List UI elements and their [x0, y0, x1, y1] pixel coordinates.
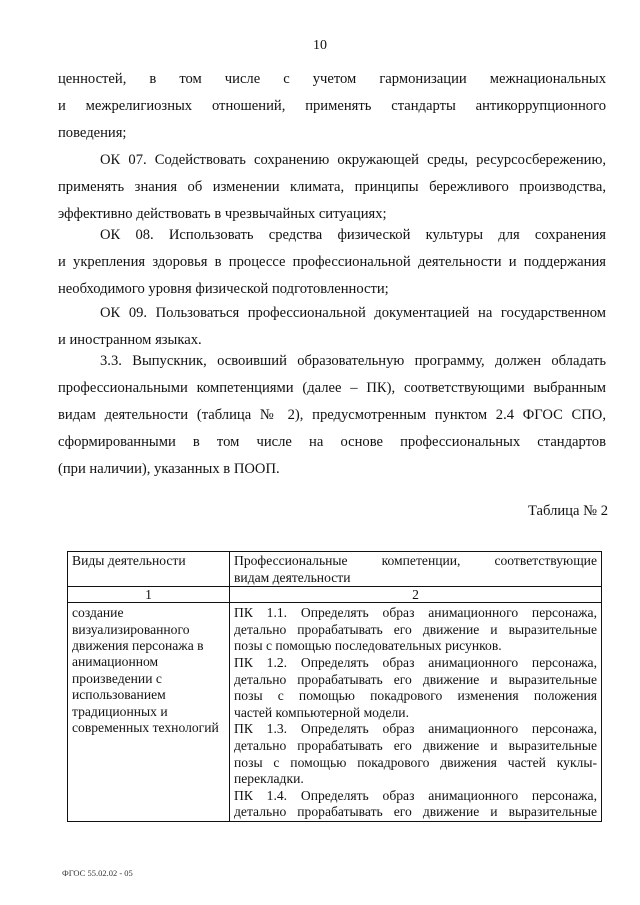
column-number-1: 1	[68, 587, 230, 603]
paragraph-ok08	[58, 222, 606, 303]
header-cell-activities: Виды деятельности	[68, 552, 230, 587]
text-line: и иностранном языках.	[58, 332, 202, 348]
paragraph-3-3	[58, 348, 606, 483]
competency-line: ПК 1.2. Определять образ анимационного персонажа,	[234, 654, 597, 670]
competency-line: ПК 1.3. Определять образ анимационного персонажа,	[234, 721, 597, 737]
competency-line: детально прорабатывать его движение и выразительные	[234, 804, 597, 820]
text-line: сформированными в том числе на основе профессиональных стандартов	[58, 434, 606, 450]
competency-line: позы с помощью покадрового изменения положения	[234, 688, 597, 704]
competency-line: перекладки.	[234, 771, 304, 787]
column-number-2: 2	[230, 587, 602, 603]
table-number-row	[68, 587, 602, 603]
footer-code: ФГОС 55.02.02 - 05	[62, 868, 133, 878]
table-caption: Таблица № 2	[528, 503, 608, 519]
text-line: поведения;	[58, 125, 127, 141]
text-line: и межрелигиозных отношений, применять стандарты антикоррупционного	[58, 98, 606, 114]
text-line: ценностей, в том числе с учетом гармонизации межнациональных	[58, 71, 606, 87]
competencies-cell	[230, 603, 602, 822]
paragraph-ok09	[58, 300, 606, 354]
competencies-table	[67, 551, 602, 822]
text-line: 3.3. Выпускник, освоивший образовательную программу, должен обладать	[100, 353, 606, 369]
page-number: 10	[313, 38, 327, 53]
text-line: ОК 09. Пользоваться профессиональной документацией на государственном	[100, 305, 606, 321]
competency-line: частей компьютерной модели.	[234, 704, 409, 720]
text-line: видам деятельности (таблица № 2), предусмотренным пунктом 2.4 ФГОС СПО,	[58, 407, 606, 423]
competency-line: детально прорабатывать его движение и выразительные	[234, 737, 597, 753]
page-bottom-margin	[0, 832, 640, 892]
text-line: профессиональными компетенциями (далее – ПК), соответствующими выбранным	[58, 380, 606, 396]
text-line: (при наличии), указанных в ПООП.	[58, 461, 280, 477]
competency-line: детально прорабатывать его движение и выразительные	[234, 621, 597, 637]
header-cell-competencies	[230, 552, 602, 587]
text-line: ОК 08. Использовать средства физической культуры для сохранения	[100, 227, 606, 243]
paragraph-values	[58, 66, 606, 147]
table-row	[68, 603, 602, 822]
text-line: необходимого уровня физической подготовленности;	[58, 281, 389, 297]
competency-line: ПК 1.4. Определять образ анимационного персонажа,	[234, 787, 597, 803]
competency-line: позы с помощью последовательных рисунков.	[234, 638, 502, 654]
paragraph-ok07	[58, 147, 606, 228]
header-text-line: Профессиональные компетенции, соответствующие	[234, 553, 597, 568]
competency-line: ПК 1.1. Определять образ анимационного персонажа,	[234, 605, 597, 621]
text-line: эффективно действовать в чрезвычайных ситуациях;	[58, 206, 387, 222]
text-line: ОК 07. Содействовать сохранению окружающей среды, ресурсосбережению,	[100, 152, 606, 168]
text-line: и укрепления здоровья в процессе профессиональной деятельности и поддержания	[58, 254, 606, 270]
header-text-line: видам деятельности	[234, 569, 351, 585]
text-line: применять знания об изменении климата, принципы бережливого производства,	[58, 179, 606, 195]
table-header-row	[68, 552, 602, 587]
activity-cell: создание визуализированного движения персонажа в анимационном произведении с использованием традиционных и современных технологий	[68, 603, 230, 822]
competency-line: позы с помощью покадрового движения частей куклы-	[234, 754, 597, 770]
competency-line: детально прорабатывать его движение и выразительные	[234, 671, 597, 687]
